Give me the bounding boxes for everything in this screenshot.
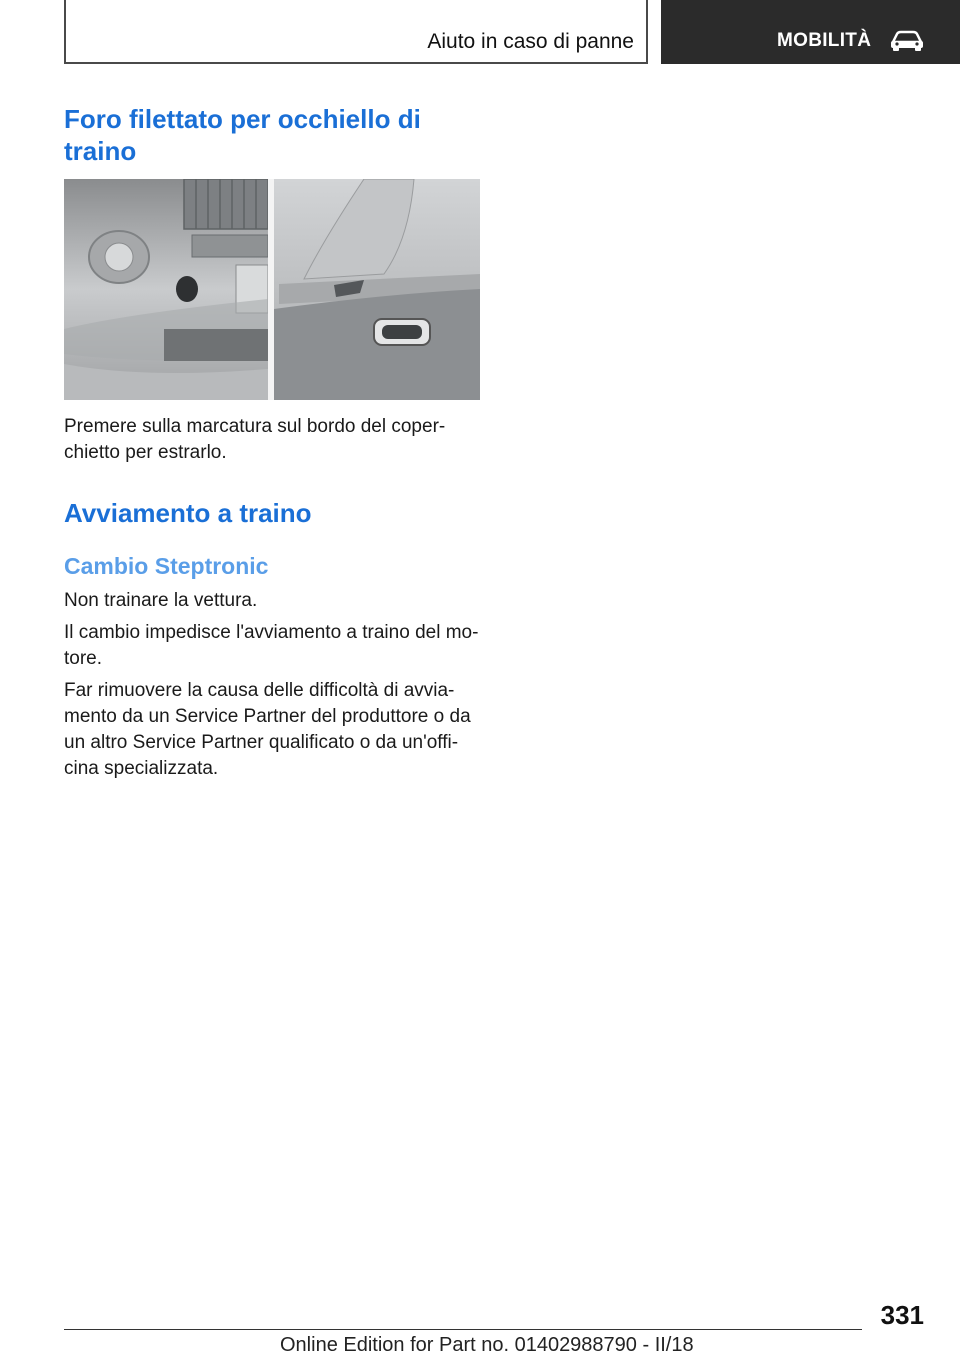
subheading-steptronic: Cambio Steptronic <box>64 553 269 579</box>
paragraph-service: Far rimuovere la causa delle difficoltà di avvia-mento da un Service Partner del produttore o da un altro Service Partner qualificato o da un'offi-cina specializzata. <box>64 680 471 779</box>
paragraph-gearbox: Il cambio impedisce l'avviamento a traino del mo-tore. <box>64 622 479 669</box>
heading-tow-start: Avviamento a traino <box>64 498 312 528</box>
footer-edition: Online Edition for Part no. 01402988790 - II/18 <box>280 1334 694 1356</box>
header-chapter-tab <box>661 0 960 64</box>
heading-tow-eye-thread: Foro filettato per occhiello di traino <box>64 104 421 166</box>
footer-divider <box>64 1329 862 1330</box>
header-section-box <box>64 0 648 64</box>
header-section-title: Aiuto in caso di panne <box>427 30 634 53</box>
front-grille <box>184 179 268 229</box>
tow-eye-instructions: Premere sulla marcatura sul bordo del coper-chietto per estrarlo. <box>64 416 446 463</box>
page-number: 331 <box>880 1300 924 1330</box>
car-icon <box>889 28 925 52</box>
paragraph-no-towing: Non trainare la vettura. <box>64 590 258 611</box>
header-chapter-title: MOBILITÀ <box>777 30 872 51</box>
bumper-illustration <box>64 179 480 400</box>
